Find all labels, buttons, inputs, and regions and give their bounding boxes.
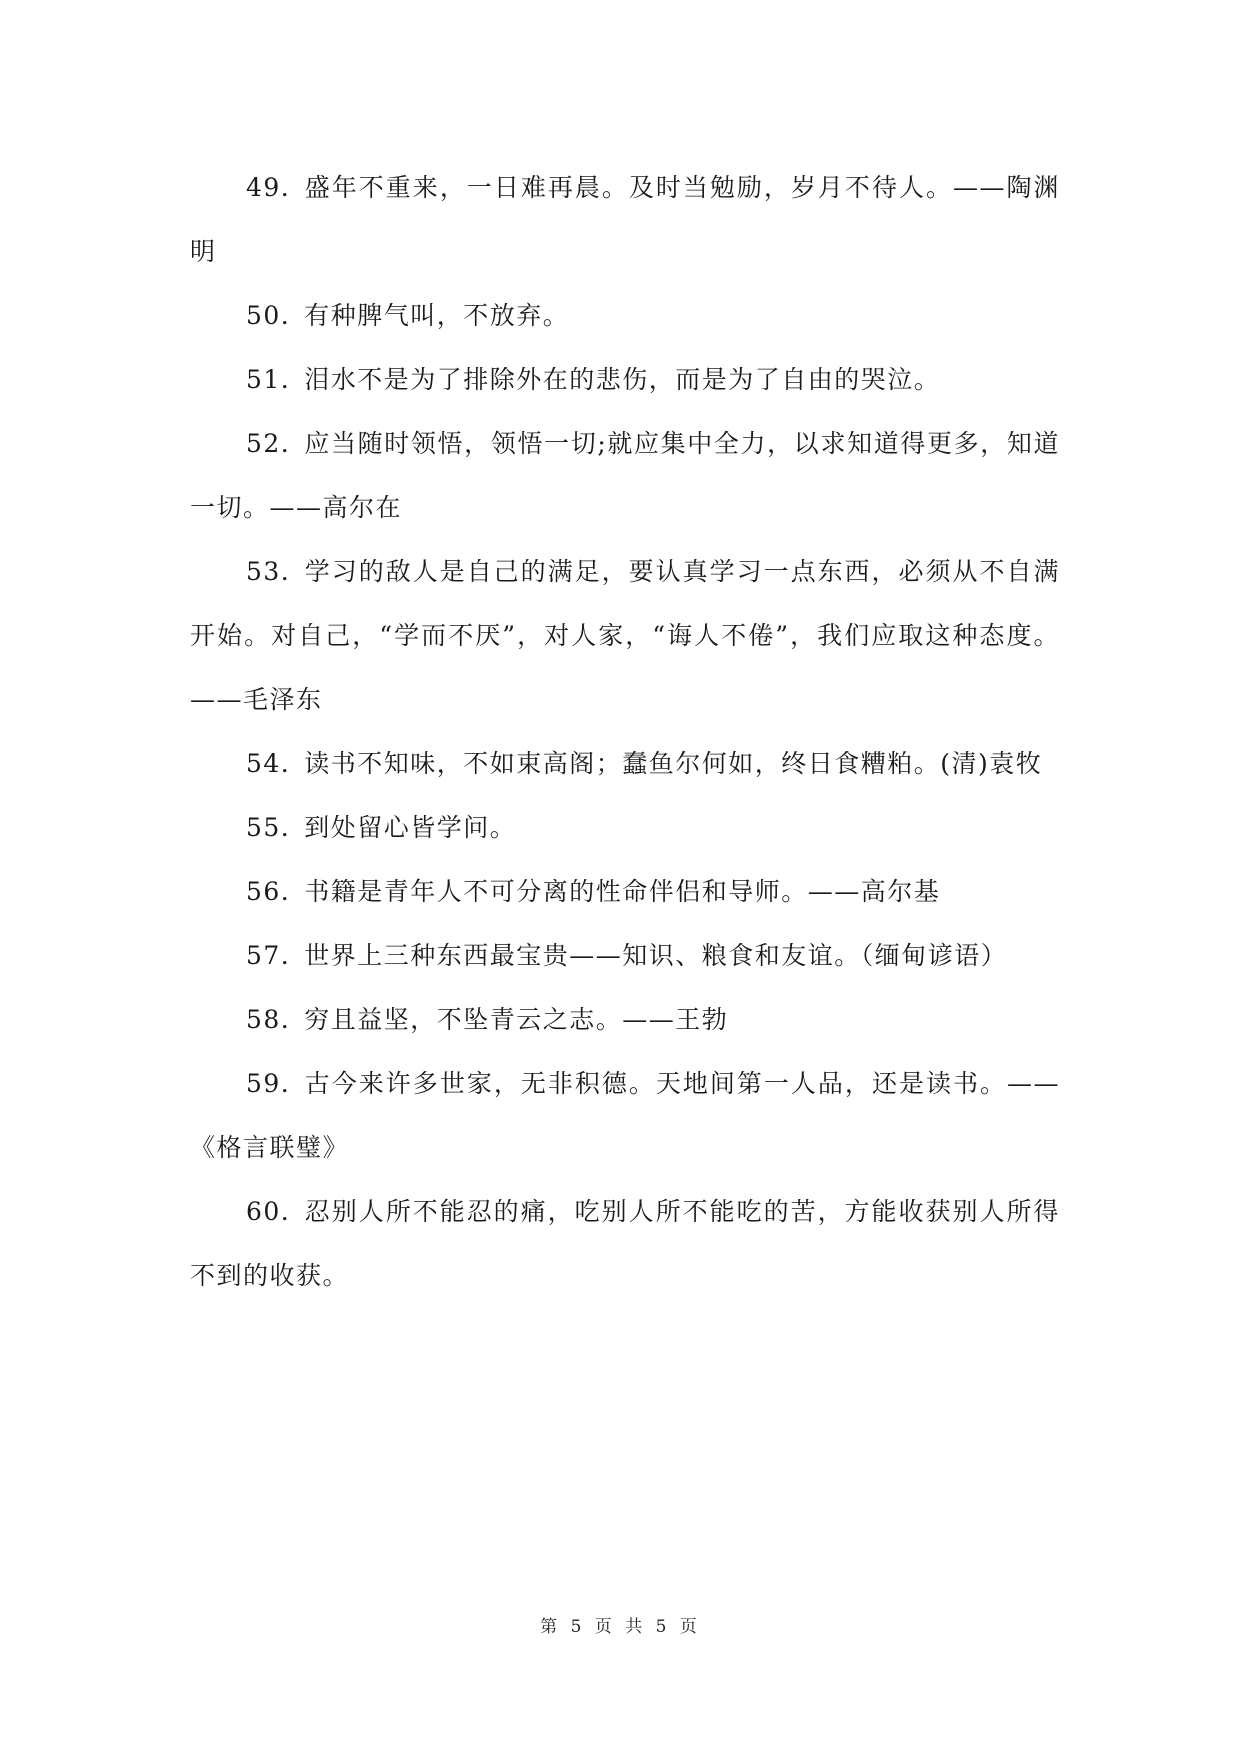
list-item <box>190 988 1060 1052</box>
item-number: 53. <box>246 557 291 586</box>
list-item <box>190 796 1060 860</box>
quote-list <box>190 156 1060 1308</box>
item-number: 56. <box>246 877 291 906</box>
item-number: 52. <box>246 429 291 458</box>
item-text: 穷且益坚，不坠青云之志。——王勃 <box>304 1005 729 1034</box>
list-item <box>190 1180 1060 1308</box>
list-item <box>190 732 1060 796</box>
item-number: 55. <box>246 813 291 842</box>
item-number: 50. <box>246 301 291 330</box>
item-text: 世界上三种东西最宝贵——知识、粮食和友谊。（缅甸谚语） <box>304 941 1008 970</box>
item-text: 学习的敌人是自己的满足，要认真学习一点东西，必须从不自满开始。对自己，“学而不厌”，对人家，“诲人不倦”，我们应取这种态度。——毛泽东 <box>190 557 1060 714</box>
item-number: 49. <box>246 173 291 202</box>
list-item <box>190 1052 1060 1180</box>
item-text: 到处留心皆学问。 <box>304 813 517 842</box>
item-number: 60. <box>246 1197 291 1226</box>
item-text: 古今来许多世家，无非积德。天地间第一人品，还是读书。——《格言联璧》 <box>190 1069 1060 1162</box>
item-text: 书籍是青年人不可分离的性命伴侣和导师。——高尔基 <box>304 877 941 906</box>
item-number: 59. <box>246 1069 291 1098</box>
item-number: 51. <box>246 365 291 394</box>
item-text: 有种脾气叫，不放弃。 <box>304 301 570 330</box>
list-item <box>190 412 1060 540</box>
list-item <box>190 540 1060 732</box>
list-item <box>190 156 1060 284</box>
item-text: 读书不知味，不如束高阁；蠢鱼尔何如，终日食糟粕。(清)袁牧 <box>304 749 1043 778</box>
item-number: 57. <box>246 941 291 970</box>
item-number: 58. <box>246 1005 291 1034</box>
list-item <box>190 924 1060 988</box>
item-text: 盛年不重来，一日难再晨。及时当勉励，岁月不待人。——陶渊明 <box>190 173 1060 266</box>
list-item <box>190 860 1060 924</box>
item-number: 54. <box>246 749 291 778</box>
item-text: 泪水不是为了排除外在的悲伤，而是为了自由的哭泣。 <box>304 365 941 394</box>
list-item <box>190 284 1060 348</box>
page-footer: 第 5 页 共 5 页 <box>540 1617 701 1637</box>
item-text: 应当随时领悟，领悟一切;就应集中全力，以求知道得更多，知道一切。——高尔在 <box>190 429 1060 522</box>
item-text: 忍别人所不能忍的痛，吃别人所不能吃的苦，方能收获别人所得不到的收获。 <box>190 1197 1060 1290</box>
list-item <box>190 348 1060 412</box>
